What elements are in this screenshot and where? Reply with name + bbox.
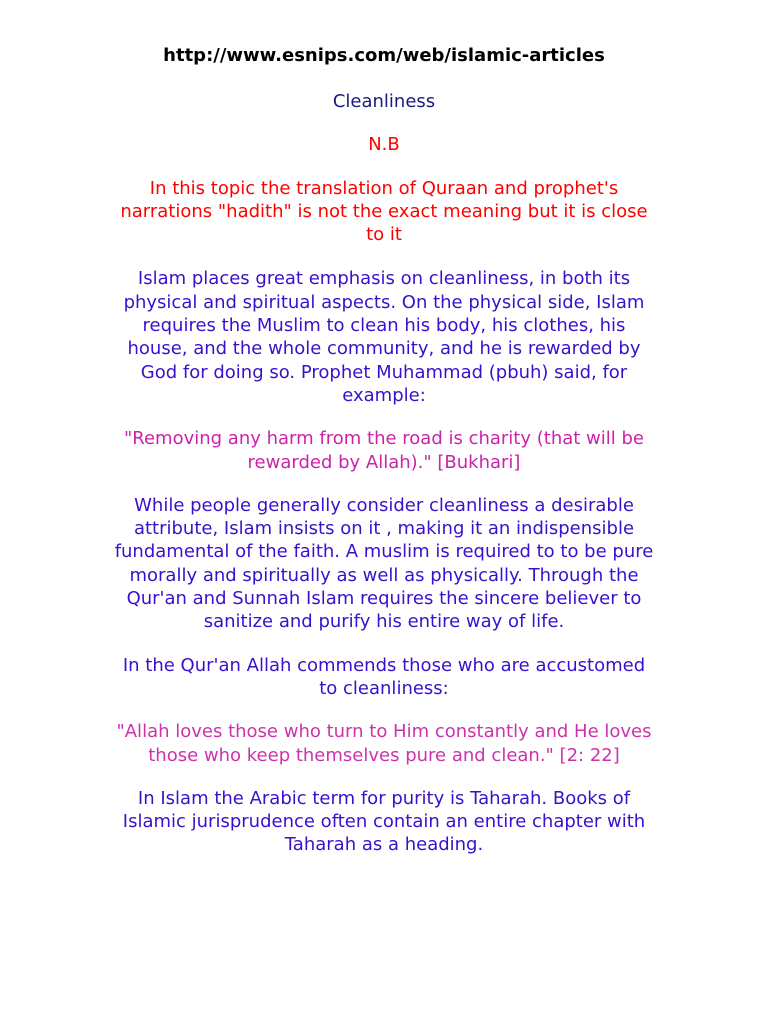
paragraph-quran-commends: In the Qur'an Allah commends those who are accustomed to cleanliness: — [122, 654, 646, 699]
quran-quote: "Allah loves those who turn to Him constantly and He loves those who keep themselves pure and clean." [2: 22] — [116, 721, 652, 766]
paragraph-fundamental: While people generally consider cleanliness a desirable attribute, Islam insists on it , making it an indispensible fundamental of the faith. A muslim is required to to be pure morally and spiritually as well as physically. Through the Qur'an and Sunnah Islam requires the sincere believer to sanitize and purify his entire way of life. — [114, 494, 654, 633]
document-title: Cleanliness — [332, 91, 436, 112]
nb-heading: N.B — [368, 134, 400, 156]
hadith-quote: "Removing any harm from the road is charity (that will be rewarded by Allah)." [Bukhari] — [124, 428, 644, 473]
translation-disclaimer: In this topic the translation of Quraan and prophet's narrations "hadith" is not the exact meaning but it is close to it — [120, 177, 648, 246]
paragraph-physical-spiritual: Islam places great emphasis on cleanliness, in both its physical and spiritual aspects. On the physical side, Islam requires the Muslim to clean his body, his clothes, his house, and the whole community, and he is rewarded by God for doing so. Prophet Muhammad (pbuh) said, for example: — [123, 268, 645, 406]
paragraph-taharah: In Islam the Arabic term for purity is Taharah. Books of Islamic jurisprudence often contain an entire chapter with Taharah as a heading. — [122, 787, 646, 856]
document-page — [112, 42, 656, 877]
source-url[interactable]: http://www.esnips.com/web/islamic-articles — [163, 45, 605, 66]
